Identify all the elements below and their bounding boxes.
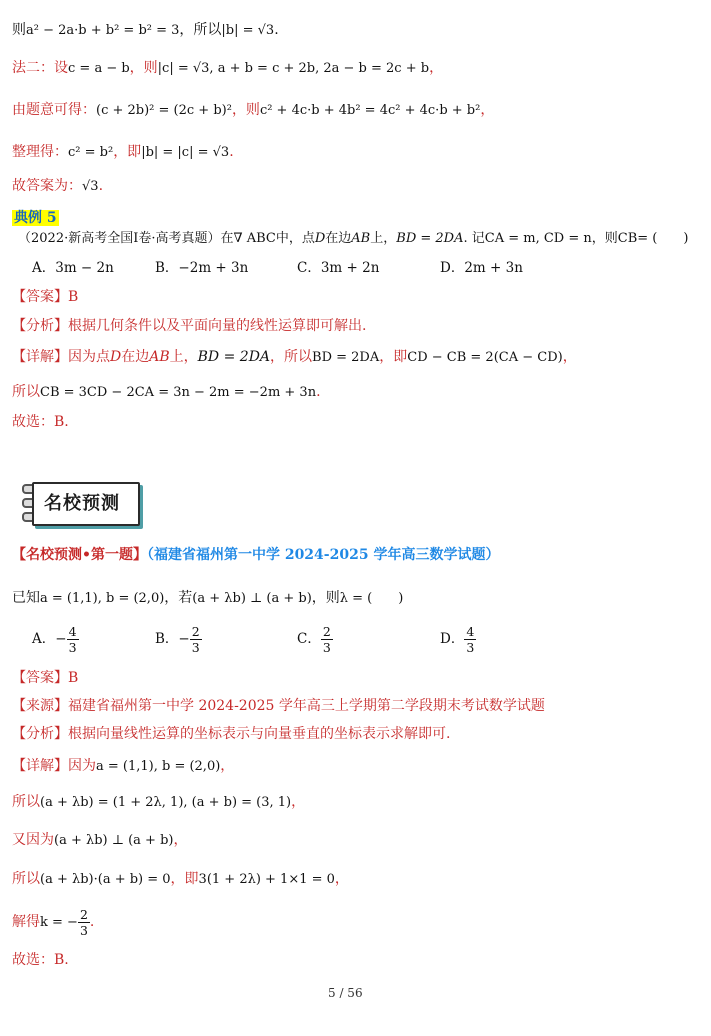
formula: √3 xyxy=(82,179,99,194)
text: 整理得： xyxy=(12,144,68,160)
numerator: 2 xyxy=(79,906,88,922)
detail-line xyxy=(12,382,321,403)
option-label: C． xyxy=(297,631,321,647)
numerator: 4 xyxy=(68,624,77,639)
text: 则 xyxy=(12,22,26,38)
predict-header xyxy=(12,545,499,565)
numerator: 2 xyxy=(322,624,331,639)
detail-line xyxy=(12,347,577,368)
formula: BD = 2DA xyxy=(197,349,271,365)
option-label: A． xyxy=(32,631,56,647)
formula: CB xyxy=(617,231,638,246)
text: . xyxy=(316,384,321,400)
formula: (c + 2b)² = (2c + b)² xyxy=(96,103,232,118)
text: ，则 xyxy=(591,231,618,246)
detail-line xyxy=(12,830,187,851)
text: ， xyxy=(220,758,235,774)
text: 由题意可得： xyxy=(12,102,96,118)
banner-label: 名校预测 xyxy=(44,493,120,514)
text: ，所以 xyxy=(270,349,313,365)
text: 【详解】因为 xyxy=(12,758,96,774)
text: = ( ) xyxy=(637,231,689,246)
formula: D xyxy=(110,349,122,365)
option-text: C．3m + 2n xyxy=(297,260,380,276)
analysis: 【分析】根据几何条件以及平面向量的线性运算即可解出. xyxy=(12,318,367,334)
text: ， xyxy=(173,832,188,848)
detail-line xyxy=(12,905,94,940)
text: ， xyxy=(291,794,306,810)
text: . xyxy=(274,22,279,38)
text: 上， xyxy=(169,349,198,365)
choose-line: 故选：B. xyxy=(12,952,69,968)
denominator: 3 xyxy=(79,922,88,938)
text: 【详解】因为点 xyxy=(12,349,110,365)
formula: a = (1,1), b = (2,0) xyxy=(40,591,165,606)
text: ，所以 xyxy=(179,22,222,38)
option-c xyxy=(297,258,379,278)
text: . 记 xyxy=(463,231,485,246)
text: . xyxy=(98,178,104,194)
answer: 【答案】B xyxy=(12,289,79,305)
text: 解得 xyxy=(12,914,40,930)
text: 已知 xyxy=(12,590,40,606)
text: 所以 xyxy=(12,871,40,887)
text: ，则 xyxy=(311,590,340,606)
text: ，即 xyxy=(379,349,408,365)
detail-line xyxy=(12,792,305,813)
option-text: D．2m + 3n xyxy=(440,260,523,276)
formula: BD = 2DA xyxy=(396,231,464,246)
text: ， xyxy=(562,349,577,365)
text: 法二：设 xyxy=(12,60,68,76)
text-line xyxy=(12,176,103,197)
denominator: 3 xyxy=(68,640,77,655)
text: 故答案为： xyxy=(12,178,82,194)
formula: CB = 3CD − 2CA = 3n − 2m = −2m + 3n xyxy=(40,385,317,400)
formula: a = (1,1), b = (2,0) xyxy=(96,759,221,774)
option-d xyxy=(440,624,476,655)
formula: |c| = √3, a + b = c + 2b, 2a − b = 2c + b xyxy=(157,61,430,76)
formula: |b| = |c| = √3 xyxy=(141,145,230,160)
option-a xyxy=(32,258,114,278)
option-label: D． xyxy=(440,631,465,647)
formula: D xyxy=(314,231,326,246)
text: . xyxy=(229,144,234,160)
fraction xyxy=(321,624,333,655)
denominator: 3 xyxy=(191,640,200,655)
option-d xyxy=(440,258,523,278)
example-stem xyxy=(18,229,688,249)
option-text: B．−2m + 3n xyxy=(155,260,249,276)
text: 所以 xyxy=(12,794,40,810)
denominator: 3 xyxy=(322,640,331,655)
text: ，则 xyxy=(129,60,158,76)
header-red: 【名校预测•第一题】 xyxy=(12,547,147,563)
option-sign: − xyxy=(178,631,190,647)
option-c xyxy=(297,624,333,655)
text: 中，点 xyxy=(275,231,315,246)
formula: AB xyxy=(149,349,170,365)
answer: 【答案】B xyxy=(12,670,79,686)
fraction xyxy=(190,624,202,655)
text-line xyxy=(12,20,279,41)
page-number: 5 / 56 xyxy=(328,986,363,1000)
formula: λ = ( ) xyxy=(339,591,404,606)
text: . xyxy=(89,914,95,930)
text: 在边 xyxy=(325,231,352,246)
header-blue: （福建省福州第一中学 2024-2025 学年高三数学试题） xyxy=(146,547,500,563)
numerator: 4 xyxy=(466,624,475,639)
text: ， xyxy=(429,60,444,76)
formula: c = a − b xyxy=(68,61,130,76)
text: 又因为 xyxy=(12,832,54,848)
fraction xyxy=(67,624,79,655)
option-b xyxy=(155,258,248,278)
text: ，即 xyxy=(170,871,199,887)
text: 上， xyxy=(370,231,397,246)
formula: c² + 4c·b + 4b² = 4c² + 4c·b + b² xyxy=(259,103,481,118)
text: ，则 xyxy=(231,102,260,118)
formula: c² = b² xyxy=(68,145,114,160)
choose-line: 故选：B. xyxy=(12,414,69,430)
option-a xyxy=(32,624,79,655)
section-banner xyxy=(22,476,140,528)
example-tag xyxy=(12,208,59,228)
formula: BD = 2DA xyxy=(312,350,380,365)
text-line xyxy=(12,100,494,121)
formula: a² − 2a·b + b² = b² = 3 xyxy=(26,23,180,38)
formula: (a + λb) = (1 + 2λ, 1), (a + b) = (3, 1) xyxy=(40,795,292,810)
detail-line xyxy=(12,869,349,890)
formula: (a + λb) ⊥ (a + b) xyxy=(192,591,312,606)
fraction xyxy=(464,624,476,655)
formula: (a + λb)·(a + b) = 0 xyxy=(40,872,171,887)
text: ，若 xyxy=(164,590,193,606)
formula: 3(1 + 2λ) + 1×1 = 0 xyxy=(198,872,335,887)
numerator: 2 xyxy=(191,624,200,639)
text: ， xyxy=(480,102,495,118)
option-b xyxy=(155,624,202,655)
source: 【来源】福建省福州第一中学 2024-2025 学年高三上学期第二学段期末考试数学试题 xyxy=(12,698,545,714)
option-sign: − xyxy=(55,631,67,647)
detail-line xyxy=(12,756,234,777)
formula: AB xyxy=(351,231,371,246)
denominator: 3 xyxy=(466,640,475,655)
formula: CD − CB = 2(CA − CD) xyxy=(407,350,563,365)
text: ， xyxy=(334,871,349,887)
formula: CA = m, CD = n xyxy=(484,231,592,246)
formula: (a + λb) ⊥ (a + b) xyxy=(54,833,174,848)
text: 在边 xyxy=(121,349,150,365)
text-line xyxy=(12,142,234,163)
option-text: A．3m − 2n xyxy=(32,260,114,276)
formula: ∇ ABC xyxy=(233,231,276,246)
formula: k = − xyxy=(40,915,78,930)
predict-stem xyxy=(12,588,403,609)
example-label: 典例 5 xyxy=(14,210,57,226)
option-label: B． xyxy=(155,631,179,647)
text-line xyxy=(12,58,443,79)
text: （2022·新高考全国I卷·高考真题）在 xyxy=(18,231,234,246)
text: ，即 xyxy=(113,144,142,160)
text: 所以 xyxy=(12,384,40,400)
analysis: 【分析】根据向量线性运算的坐标表示与向量垂直的坐标表示求解即可. xyxy=(12,726,451,742)
formula: |b| = √3 xyxy=(221,23,275,38)
fraction xyxy=(78,907,90,938)
